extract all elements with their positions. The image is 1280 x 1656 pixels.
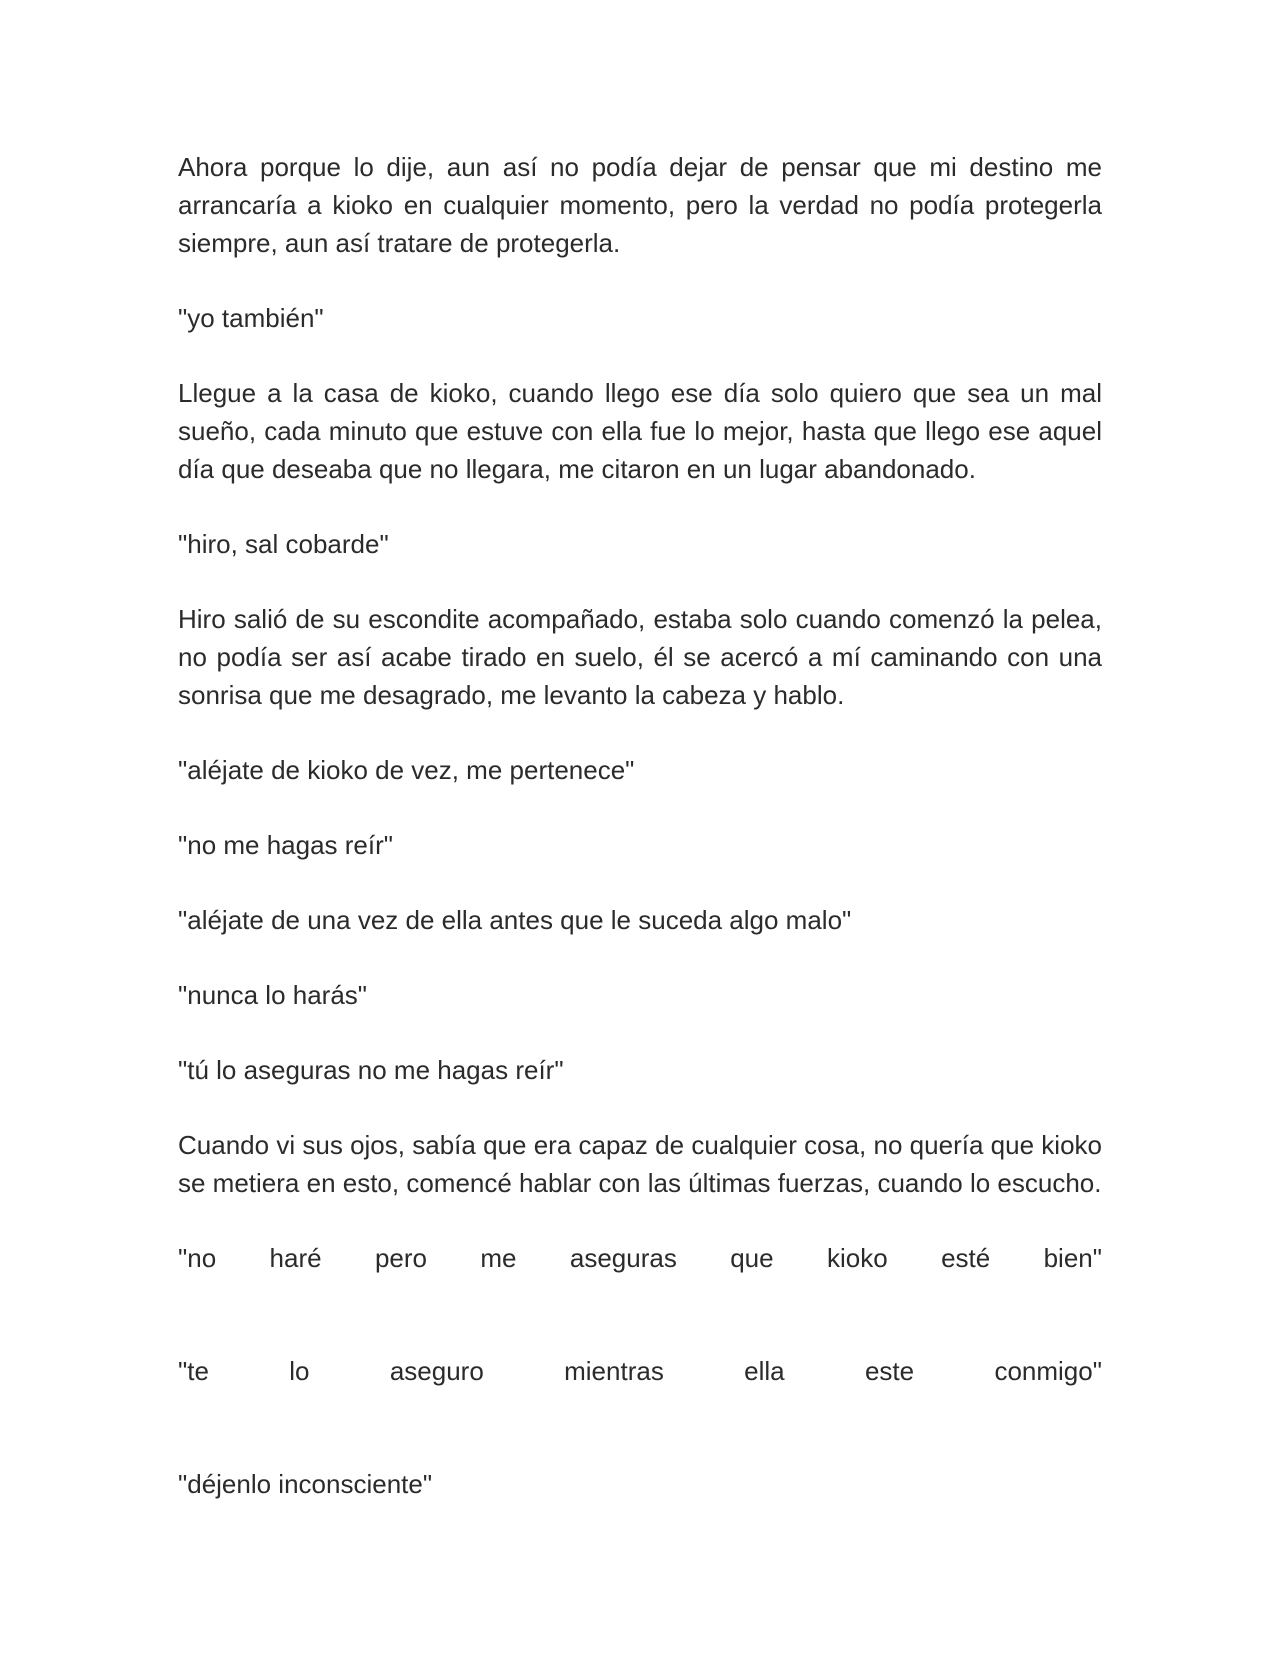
paragraph-line: siempre, aun así tratare de protegerla.: [178, 228, 621, 258]
paragraph-line: Hiro salió de su escondite acompañado, estaba solo cuando comenzó la pelea,: [178, 604, 1102, 634]
word: aseguro: [389, 1356, 484, 1386]
word: "te: [178, 1356, 209, 1386]
dialogue-line-spread: [178, 1352, 1102, 1390]
word: "no: [178, 1243, 217, 1273]
word: conmigo": [994, 1356, 1102, 1386]
paragraph-line: día que deseaba que no llegara, me citaron en un lugar abandonado.: [178, 454, 976, 484]
paragraph-1: [178, 148, 1102, 262]
paragraph-11: [178, 1126, 1102, 1202]
paragraph-line: Cuando vi sus ojos, sabía que era capaz de cualquier cosa, no quería que kioko: [178, 1130, 1102, 1160]
dialogue-line-spread: [178, 1239, 1102, 1277]
word: que: [730, 1243, 774, 1273]
paragraph-line: Llegue a la casa de kioko, cuando llego ese día solo quiero que sea un mal: [178, 378, 1102, 408]
dialogue-line: "aléjate de una vez de ella antes que le suceda algo malo": [178, 905, 852, 935]
word: esté: [941, 1243, 991, 1273]
paragraph-line: Ahora porque lo dije, aun así no podía dejar de pensar que mi destino me: [178, 152, 1102, 182]
blank-gap: [178, 1277, 1102, 1352]
paragraph-5: [178, 600, 1102, 714]
word: mientras: [564, 1356, 664, 1386]
blank-gap: [178, 1390, 1102, 1465]
document-page: [178, 148, 1102, 1540]
dialogue-line: "aléjate de kioko de vez, me pertenece": [178, 755, 635, 785]
paragraph-line: arrancaría a kioko en cualquier momento, pero la verdad no podía protegerla: [178, 190, 1102, 220]
paragraph-line: no podía ser así acabe tirado en suelo, él se acercó a mí caminando con una: [178, 642, 1102, 672]
word: bien": [1043, 1243, 1102, 1273]
dialogue-line: "nunca lo harás": [178, 980, 368, 1010]
word: pero: [374, 1243, 427, 1273]
paragraph-line: sonrisa que me desagrado, me levanto la cabeza y hablo.: [178, 680, 845, 710]
dialogue-line: "no me hagas reír": [178, 830, 394, 860]
dialogue-line: "yo también": [178, 303, 324, 333]
dialogue-line: "tú lo aseguras no me hagas reír": [178, 1055, 564, 1085]
paragraph-line: se metiera en esto, comencé hablar con las últimas fuerzas, cuando lo escucho.: [178, 1168, 1102, 1198]
dialogue-line: "hiro, sal cobarde": [178, 529, 389, 559]
paragraph-line: sueño, cada minuto que estuve con ella fue lo mejor, hasta que llego ese aquel: [178, 416, 1102, 446]
word: me: [480, 1243, 517, 1273]
word: lo: [289, 1356, 310, 1386]
dialogue-line: "déjenlo inconsciente": [178, 1469, 433, 1499]
word: haré: [269, 1243, 322, 1273]
word: ella: [744, 1356, 785, 1386]
paragraph-3: [178, 374, 1102, 488]
word: aseguras: [569, 1243, 677, 1273]
word: este: [864, 1356, 915, 1386]
word: kioko: [826, 1243, 888, 1273]
